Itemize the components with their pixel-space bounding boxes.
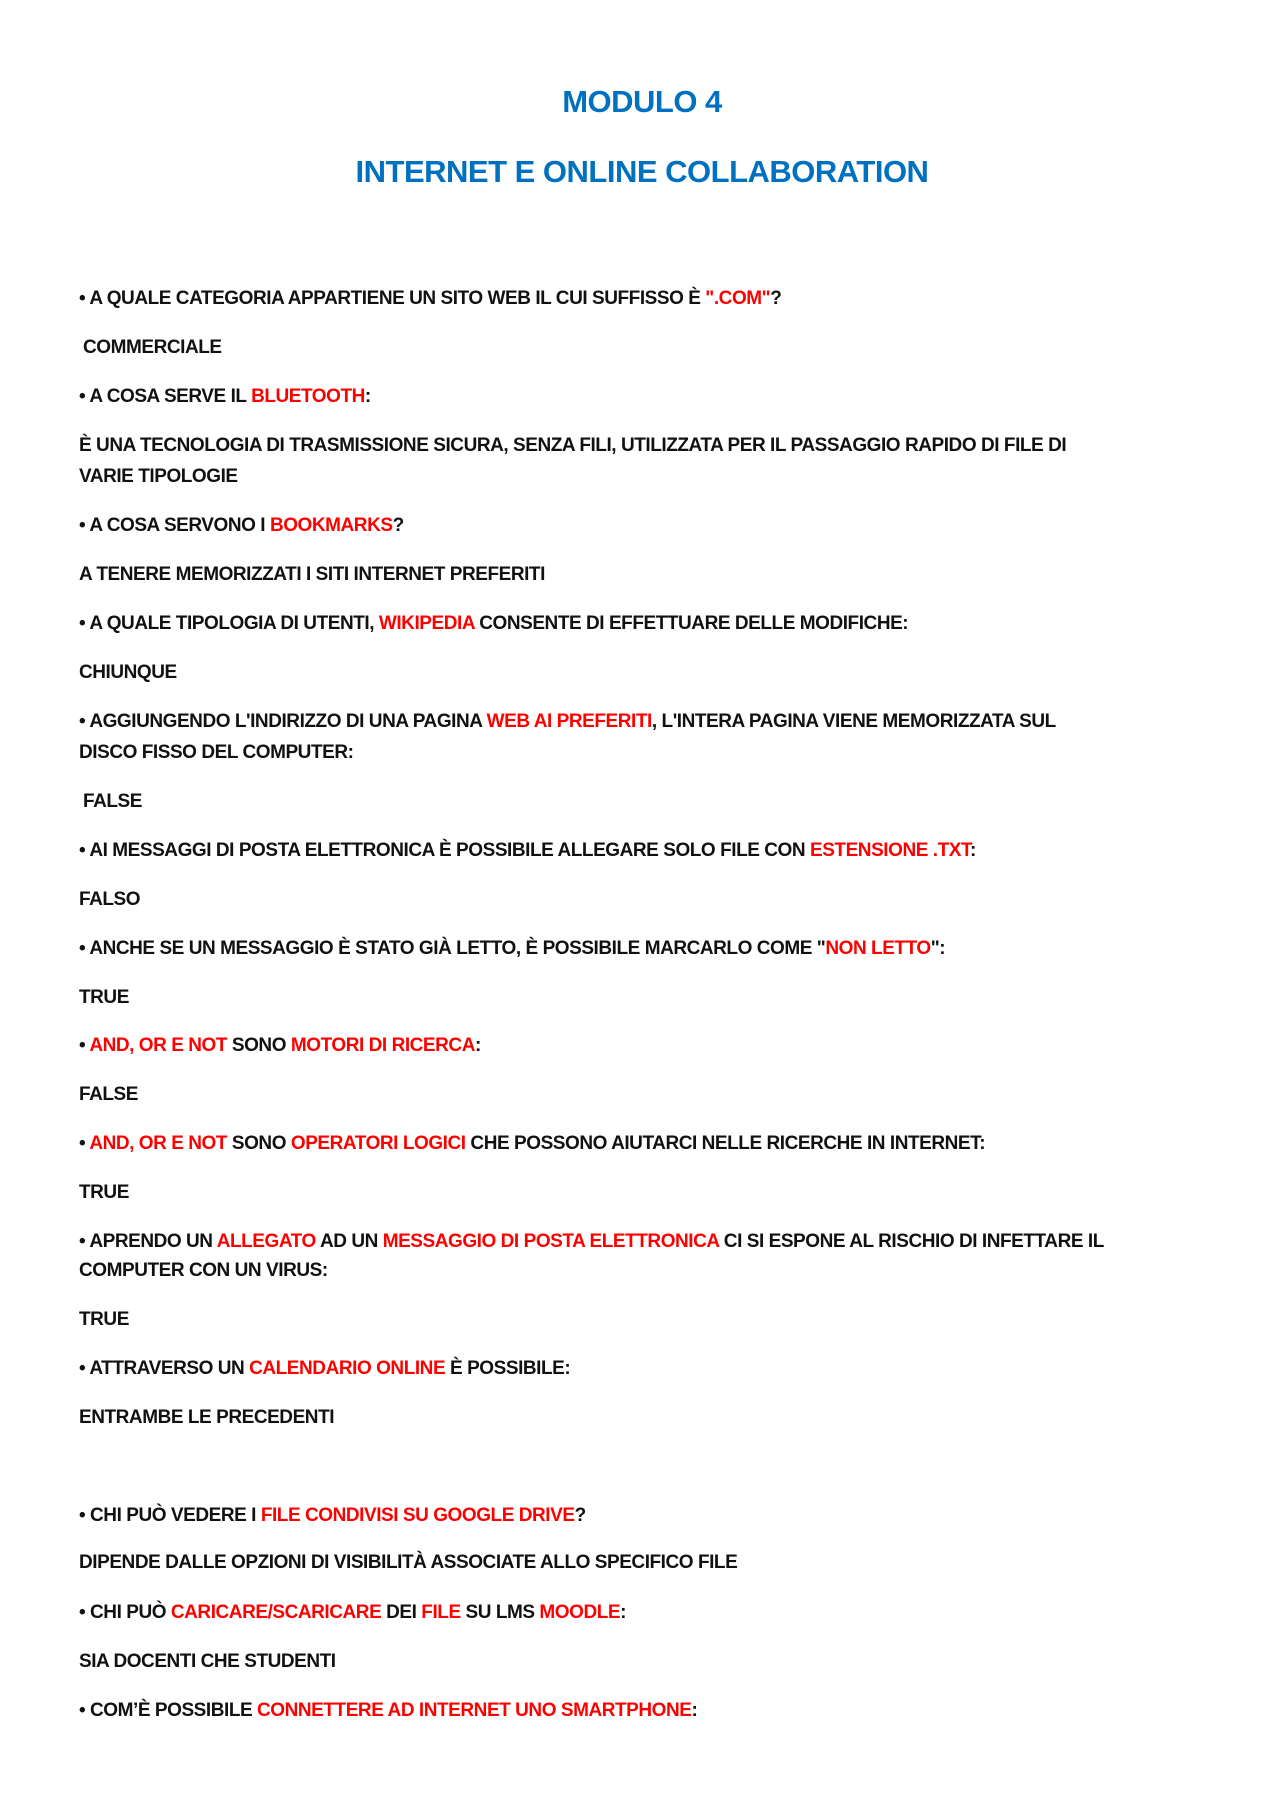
text-segment: FALSO [79, 889, 141, 910]
text-segment: TRUE [79, 1182, 129, 1203]
answer-line [79, 1551, 737, 1575]
question-line [79, 937, 945, 961]
question-line [79, 1357, 570, 1381]
question-line [79, 385, 371, 409]
highlighted-term: MOTORI DI RICERCA [290, 1035, 475, 1056]
text-segment: : [474, 1035, 481, 1056]
highlighted-term: WEB AI PREFERITI [486, 711, 652, 732]
text-segment: SONO [227, 1035, 291, 1056]
answer-line [79, 661, 177, 685]
text-segment: • A COSA SERVONO I [79, 515, 270, 536]
text-segment: ? [574, 1505, 586, 1526]
highlighted-term: BLUETOOTH [251, 386, 365, 407]
answer-line [79, 563, 545, 587]
text-segment: • ANCHE SE UN MESSAGGIO È STATO GIÀ LETTO, È POSSIBILE MARCARLO COME " [79, 938, 826, 959]
answer-line [79, 1650, 336, 1674]
highlighted-term: CALENDARIO ONLINE [249, 1358, 446, 1379]
text-segment: ": [930, 938, 946, 959]
answer-line [79, 1406, 334, 1430]
text-segment: • A QUALE TIPOLOGIA DI UTENTI, [79, 613, 379, 634]
text-segment: ? [392, 515, 404, 536]
highlighted-term: AND, OR E NOT [89, 1035, 228, 1056]
text-segment: AD UN [315, 1231, 383, 1252]
text-segment: • AGGIUNGENDO L'INDIRIZZO DI UNA PAGINA [79, 711, 487, 732]
question-line [79, 287, 781, 311]
highlighted-term: MOODLE [539, 1602, 621, 1623]
highlighted-term: CONNETTERE AD INTERNET UNO SMARTPHONE [257, 1700, 692, 1721]
highlighted-term: FILE CONDIVISI SU GOOGLE DRIVE [260, 1505, 575, 1526]
text-segment: • [79, 1035, 90, 1056]
text-segment: FALSE [79, 1084, 138, 1105]
text-segment: SONO [227, 1133, 291, 1154]
text-segment: TRUE [79, 1309, 129, 1330]
text-segment: : [620, 1602, 626, 1623]
text-segment: ENTRAMBE LE PRECEDENTI [79, 1407, 335, 1428]
text-segment: : [364, 386, 371, 407]
question-line [79, 1132, 985, 1156]
question-line [79, 741, 353, 765]
text-segment: COMMERCIALE [83, 337, 222, 358]
highlighted-term: MESSAGGIO DI POSTA ELETTRONICA [382, 1231, 719, 1252]
answer-line [79, 465, 238, 489]
question-line [79, 839, 976, 863]
text-segment: SU LMS [460, 1602, 540, 1623]
text-segment: • ATTRAVERSO UN [79, 1358, 250, 1379]
question-line [79, 1230, 1104, 1254]
text-segment: • A COSA SERVE IL [79, 386, 252, 407]
text-segment: CI SI ESPONE AL RISCHIO DI INFETTARE IL [718, 1231, 1104, 1252]
question-line [79, 1601, 626, 1625]
highlighted-term: ESTENSIONE .TXT [809, 840, 971, 861]
text-segment: • CHI PUÒ [79, 1602, 171, 1623]
text-segment: DIPENDE DALLE OPZIONI DI VISIBILITÀ ASSOCIATE ALLO SPECIFICO FILE [79, 1552, 738, 1573]
text-segment: • APRENDO UN [79, 1231, 217, 1252]
text-segment: • CHI PUÒ VEDERE I [79, 1505, 261, 1526]
text-segment: FALSE [83, 791, 142, 812]
document-title: MODULO 4 [562, 84, 722, 119]
text-segment: , L'INTERA PAGINA VIENE MEMORIZZATA SUL [651, 711, 1056, 732]
highlighted-term: WIKIPEDIA [378, 613, 475, 634]
text-segment: DISCO FISSO DEL COMPUTER: [79, 742, 354, 763]
question-line [79, 1034, 481, 1058]
highlighted-term: BOOKMARKS [269, 515, 393, 536]
answer-line [79, 986, 129, 1010]
text-segment: TRUE [79, 987, 129, 1008]
highlighted-term: OPERATORI LOGICI [290, 1133, 466, 1154]
highlighted-term: ".COM" [705, 288, 771, 309]
text-segment: • [79, 1133, 90, 1154]
text-segment: : [691, 1700, 698, 1721]
text-segment: SIA DOCENTI CHE STUDENTI [79, 1651, 336, 1672]
highlighted-term: ALLEGATO [216, 1231, 316, 1252]
text-segment: CHE POSSONO AIUTARCI NELLE RICERCHE IN INTERNET: [465, 1133, 986, 1154]
answer-line [79, 434, 1066, 458]
text-segment: ? [770, 288, 782, 309]
highlighted-term: CARICARE/SCARICARE [170, 1602, 382, 1623]
text-segment: : [970, 840, 976, 861]
answer-line [83, 336, 222, 360]
answer-line [79, 1083, 138, 1107]
text-segment: CHIUNQUE [79, 662, 177, 683]
text-segment: VARIE TIPOLOGIE [79, 466, 238, 487]
answer-line [79, 1181, 129, 1205]
question-line [79, 1259, 328, 1283]
question-line [79, 1699, 697, 1723]
text-segment: • COM’È POSSIBILE [79, 1700, 258, 1721]
text-segment: • A QUALE CATEGORIA APPARTIENE UN SITO WEB IL CUI SUFFISSO È [79, 288, 706, 309]
text-segment: • AI MESSAGGI DI POSTA ELETTRONICA È POSSIBILE ALLEGARE SOLO FILE CON [79, 840, 810, 861]
text-segment: CONSENTE DI EFFETTUARE DELLE MODIFICHE: [474, 613, 909, 634]
highlighted-term: AND, OR E NOT [89, 1133, 228, 1154]
highlighted-term: FILE [421, 1602, 461, 1623]
question-line [79, 710, 1056, 734]
question-line [79, 1504, 586, 1528]
question-line [79, 612, 908, 636]
text-segment: È UNA TECNOLOGIA DI TRASMISSIONE SICURA, SENZA FILI, UTILIZZATA PER IL PASSAGGIO RAPIDO DI FILE DI [79, 435, 1067, 456]
question-line [79, 514, 404, 538]
answer-line [79, 888, 140, 912]
text-segment: È POSSIBILE: [445, 1358, 571, 1379]
text-segment: DEI [381, 1602, 422, 1623]
text-segment: COMPUTER CON UN VIRUS: [79, 1260, 328, 1281]
answer-line [79, 1308, 129, 1332]
document-subtitle: INTERNET E ONLINE COLLABORATION [355, 154, 929, 189]
answer-line [83, 790, 142, 814]
highlighted-term: NON LETTO [825, 938, 931, 959]
text-segment: A TENERE MEMORIZZATI I SITI INTERNET PREFERITI [79, 564, 545, 585]
